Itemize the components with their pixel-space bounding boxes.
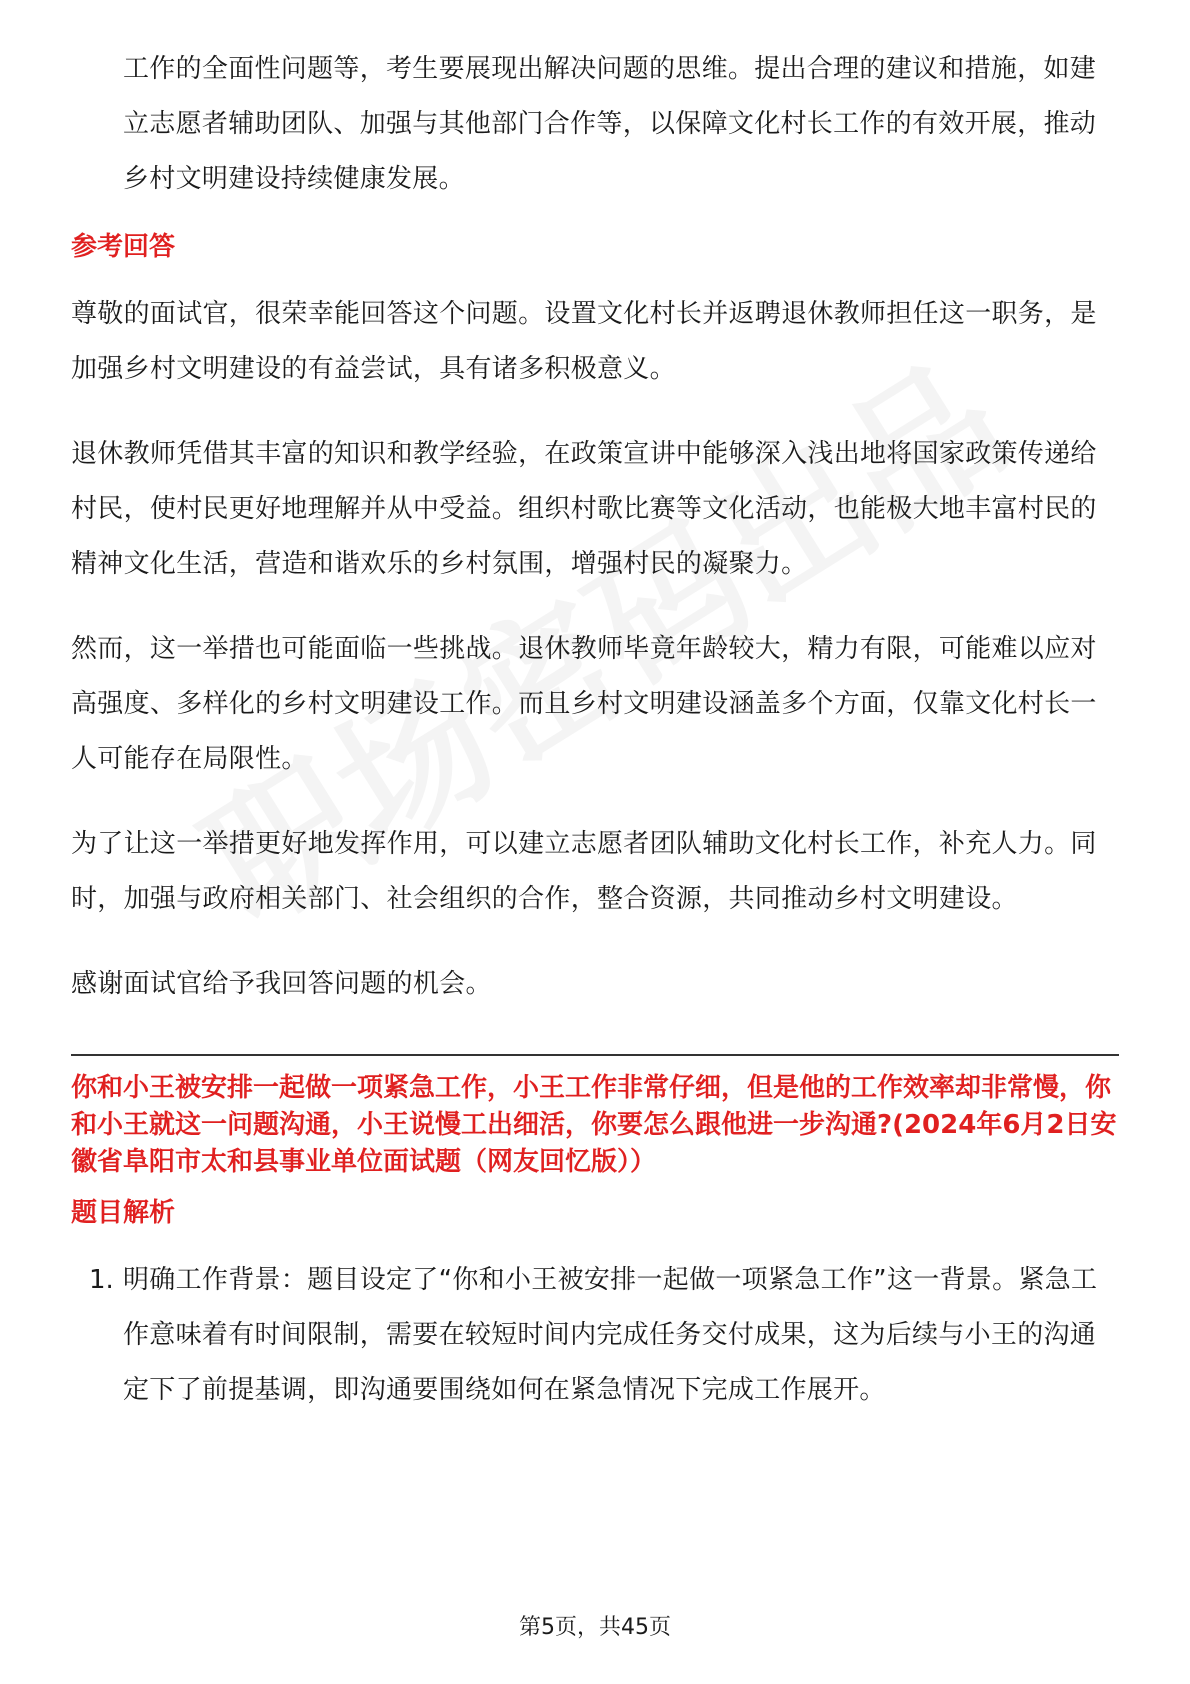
answer-paragraph: 退休教师凭借其丰富的知识和教学经验，在政策宣讲中能够深入浅出地将国家政策传递给村民，使村民更好地理解并从中受益。组织村歌比赛等文化活动，也能极大地丰富村民的精神文化生活，营造和谐欢乐的乡村氛围，增强村民的凝聚力。 bbox=[71, 439, 1097, 579]
answer-heading: 参考回答 bbox=[71, 232, 176, 262]
analysis-list-item bbox=[71, 1253, 1119, 1418]
answer-paragraph: 感谢面试官给予我回答问题的机会。 bbox=[71, 969, 492, 999]
answer-paragraph: 然而，这一举措也可能面临一些挑战。退休教师毕竟年龄较大，精力有限，可能难以应对高强度、多样化的乡村文明建设工作。而且乡村文明建设涵盖多个方面，仅靠文化村长一人可能存在局限性。 bbox=[71, 634, 1097, 774]
list-item-text: 明确工作背景：题目设定了“你和小王被安排一起做一项紧急工作”这一背景。紧急工作意味着有时间限制，需要在较短时间内完成任务交付成果，这为后续与小王的沟通定下了前提基调，即沟通要围绕如何在紧急情况下完成工作展开。 bbox=[123, 1265, 1098, 1405]
answer-paragraph: 为了让这一举措更好地发挥作用，可以建立志愿者团队辅助文化村长工作，补充人力。同时，加强与政府相关部门、社会组织的合作，整合资源，共同推动乡村文明建设。 bbox=[71, 829, 1097, 914]
page-footer: 第5页，共45页 bbox=[519, 1615, 671, 1640]
document-page bbox=[71, 42, 1119, 1418]
list-number: 1. bbox=[89, 1265, 114, 1295]
question-title: 你和小王被安排一起做一项紧急工作，小王工作非常仔细，但是他的工作效率却非常慢，你和小王就这一问题沟通，小王说慢工出细活，你要怎么跟他进一步沟通?(2024年6月2日安徽省阜阳市太和县事业单位面试题（网友回忆版）） bbox=[71, 1073, 1117, 1177]
answer-paragraph: 尊敬的面试官，很荣幸能回答这个问题。设置文化村长并返聘退休教师担任这一职务，是加强乡村文明建设的有益尝试，具有诸多积极意义。 bbox=[71, 299, 1097, 384]
continuation-paragraph: 工作的全面性问题等，考生要展现出解决问题的思维。提出合理的建议和措施，如建立志愿者辅助团队、加强与其他部门合作等，以保障文化村长工作的有效开展，推动乡村文明建设持续健康发展。 bbox=[123, 54, 1097, 194]
analysis-heading: 题目解析 bbox=[71, 1198, 176, 1228]
